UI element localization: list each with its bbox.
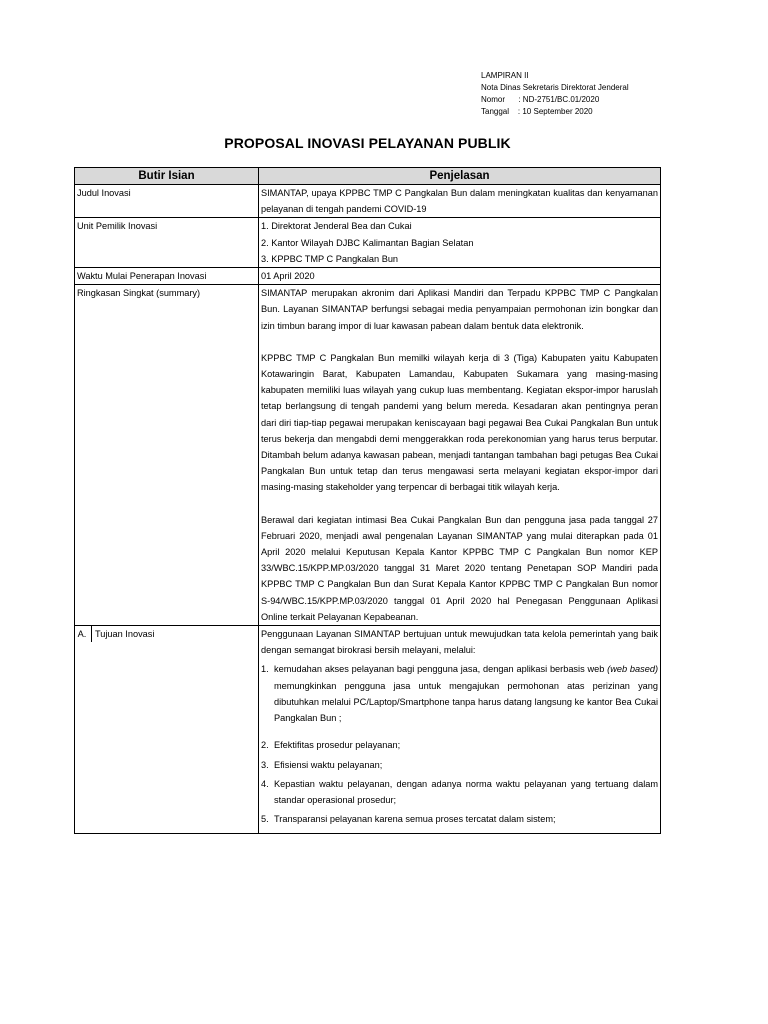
row-value-waktu: 01 April 2020 [259,268,661,285]
ringkasan-paragraph-1: SIMANTAP merupakan akronim dari Aplikasi Mandiri dan Terpadu KPPBC TMP C Pangkalan Bun. Layanan SIMANTAP berfungsi sebagai media penyampaian permohonan izin bongkar dan izin timbun barang impor di luar kawasan pabean dalam bentuk data elektronik. [261,288,658,331]
item-number: 2. [261,740,269,751]
lampiran-header [481,70,629,118]
tujuan-list [261,661,658,827]
row-label-ringkasan: Ringkasan Singkat (summary) [75,285,259,626]
item-text: Transparansi pelayanan karena semua proses tercatat dalam sistem; [274,814,556,825]
tujuan-intro: Penggunaan Layanan SIMANTAP bertujuan untuk mewujudkan tata kelola pemerintah yang baik dengan semangat birokrasi bersih melayani, melalui: [261,629,658,656]
tanggal-line: Tanggal : 10 September 2020 [481,107,593,116]
list-item [261,776,658,808]
item-text: Efisiensi waktu pelayanan; [274,759,383,770]
table-row-judul [75,185,661,218]
page-title: PROPOSAL INOVASI PELAYANAN PUBLIK [224,135,511,151]
unit-line-1: 1. Direktorat Jenderal Bea dan Cukai [261,221,412,232]
item-number: 4. [261,778,269,789]
row-label-unit: Unit Pemilik Inovasi [75,218,259,268]
lampiran-label: LAMPIRAN II [481,71,529,80]
list-item [261,661,658,726]
nota-dinas-label: Nota Dinas Sekretaris Direktorat Jenderal [481,83,629,92]
table-row-unit [75,218,661,268]
item-number: 5. [261,814,269,825]
row-label-judul: Judul Inovasi [75,185,259,218]
web-based-note: (web based) [607,664,658,675]
col-header-penjelasan: Penjelasan [259,168,661,185]
ringkasan-paragraph-3: Berawal dari kegiatan intimasi Bea Cukai Pangkalan Bun dan pengguna jasa pada tanggal 27 Februari 2020, menjadi awal pengenalan Layanan SIMANTAP yang mulai diterapkan pada 01 April 2020 melalui Keputusan Kepala Kantor KPPBC TMP C Pangkalan Bun nomor KEP 33/WBC.15/KPP.MP.03/2020 tanggal 31 Maret 2020 tentang Penetapan SOP Mandiri pada KPPBC TMP C Pangkalan Bun dan Surat Kepala Kantor KPPBC TMP C Pangkalan Bun nomor S-94/WBC.15/KPP.MP.03/2020 tanggal 01 April 2020 hal Penegasan Penggunaan Aplikasi Online terkait Pelayanan Kepabeanan. [261,514,658,622]
item-text: Kepastian waktu pelayanan, dengan adanya norma waktu pelayanan yang tertuang dalam standar operasional prosedur; [274,778,658,805]
table-row-waktu [75,268,661,285]
row-value-tujuan [259,626,661,834]
nomor-line: Nomor : ND-2751/BC.01/2020 [481,95,600,104]
table-row-tujuan [75,626,661,834]
row-value-ringkasan [259,285,661,626]
item-number: 3. [261,759,269,770]
item-text: Efektifitas prosedur pelayanan; [274,740,401,751]
row-label-tujuan [75,626,259,834]
table-row-ringkasan [75,285,661,626]
tujuan-label: Tujuan Inovasi [95,629,155,640]
ringkasan-paragraph-2: KPPBC TMP C Pangkalan Bun memilki wilayah kerja di 3 (Tiga) Kabupaten yaitu Kabupaten Kotawaringin Barat, Kabupaten Lamandau, Kabupaten Sukamara yang masing-masing kabupaten memiliki luas wilayah yang cukup luas membentang. Kegiatan ekspor-impor harusIah tetap berlangsung di tengah pandemi yang belum mereda. Kesadaran akan pentingnya peran dari diri tiap-tiap pegawai merupakan keniscayaan bagi pegawai Bea Cukai Pangkalan Bun untuk terus bekerja dan mengabdi demi menggerakkan roda perekonomian yang harus terus berputar. Ditambah belum adanya kawasan pabean, menjadi tantangan tambahan bagi petugas Bea Cukai Pangkalan Bun untuk tetap dan terus mengawasi serta melayani kegiatan ekspor-impor dari masing-masing stakeholder yang terpencar di berbagai titik wilayah kerja. [261,352,658,493]
tujuan-letter: A. [75,626,92,642]
row-value-unit [259,218,661,268]
list-item [261,737,658,753]
list-item [261,811,658,827]
proposal-table [74,167,661,834]
unit-line-3: 3. KPPBC TMP C Pangkalan Bun [261,253,399,264]
list-item [261,757,658,773]
item-text: kemudahan akses pelayanan bagi pengguna jasa, dengan aplikasi berbasis web (web based) memungkinkan pengguna jasa untuk mengajukan permohonan atas perizinan yang dibutuhkan melalui PC/Laptop/Smartphone tanpa harus datang langsung ke kantor Bea Cukai Pangkalan Bun ; [274,664,658,724]
col-header-butir-isian: Butir Isian [75,168,259,185]
item-number: 1. [261,664,269,675]
row-value-judul: SIMANTAP, upaya KPPBC TMP C Pangkalan Bun dalam meningkatan kualitas dan kenyamanan pelayanan di tengah pandemi COVID-19 [259,185,661,218]
row-label-waktu: Waktu Mulai Penerapan Inovasi [75,268,259,285]
unit-line-2: 2. Kantor Wilayah DJBC Kalimantan Bagian Selatan [261,237,474,248]
table-header-row [75,168,661,185]
